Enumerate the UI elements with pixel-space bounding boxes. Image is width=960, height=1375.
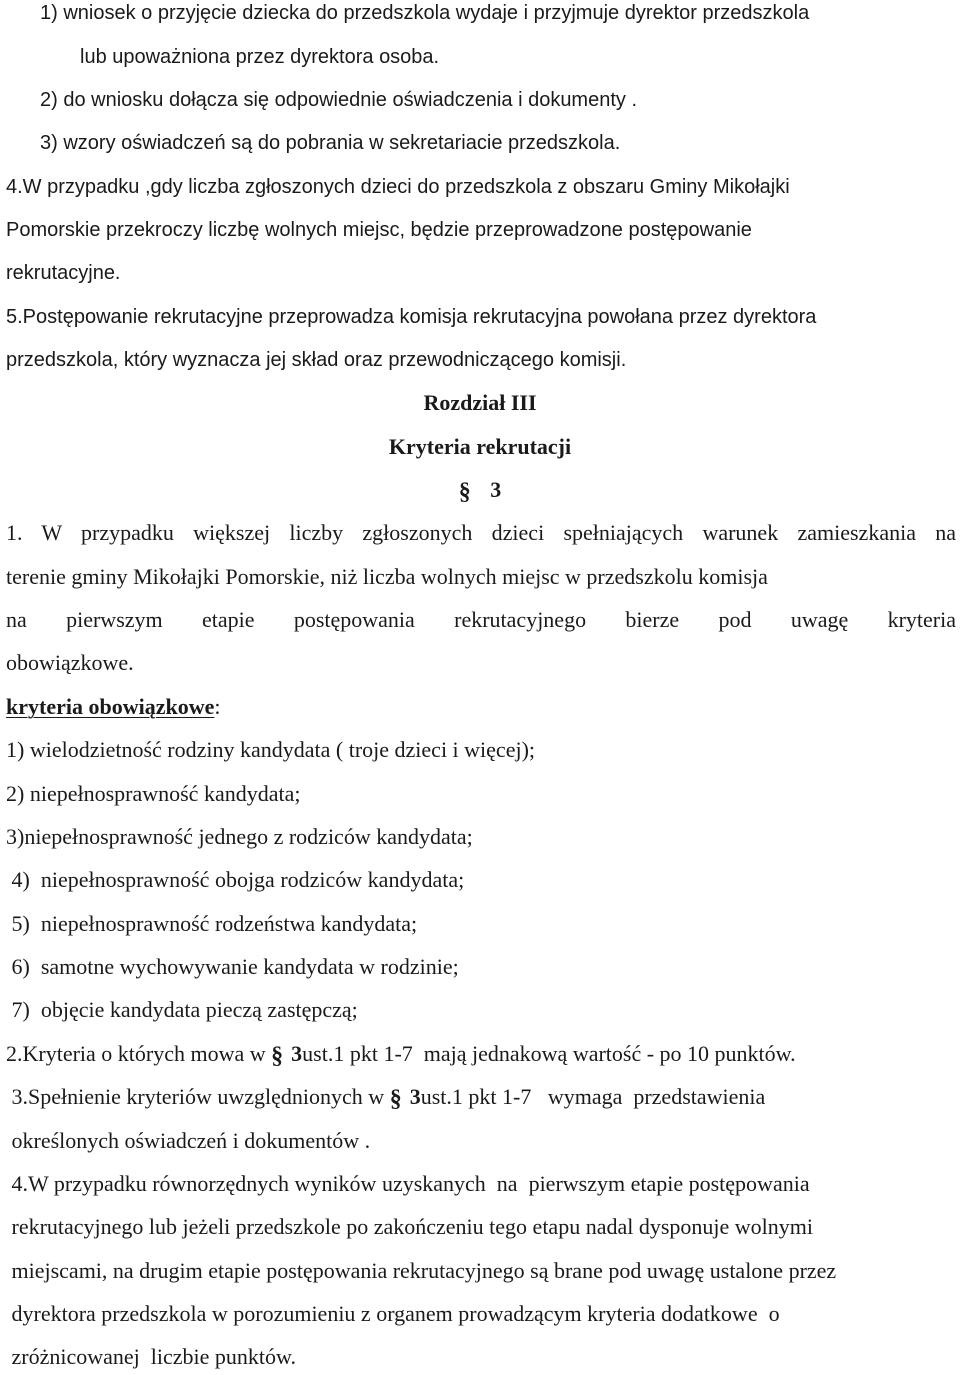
criterion-5: 5) niepełnosprawność rodzeństwa kandydata; bbox=[6, 911, 418, 936]
list-item-3: 3) wzory oświadczeń są do pobrania w sekretariacie przedszkola. bbox=[40, 132, 621, 154]
list-item-1: 1) wniosek o przyjęcie dziecka do przedszkola wydaje i przyjmuje dyrektor przedszkola bbox=[40, 2, 810, 24]
criteria-heading-colon: : bbox=[214, 694, 221, 719]
paragraph-4b-line-4: dyrektora przedszkola w porozumieniu z organem prowadzącym kryteria dodatkowe o bbox=[6, 1301, 780, 1326]
chapter-subtitle: Kryteria rekrutacji bbox=[388, 434, 572, 459]
criterion-2: 2) niepełnosprawność kandydata; bbox=[6, 781, 301, 806]
paragraph-1-line-1: 1. W przypadku większej liczby zgłoszonych dzieci spełniających warunek zamieszkania na bbox=[6, 520, 956, 545]
paragraph-2-ref: 3 bbox=[291, 1041, 303, 1066]
paragraph-3-ref: 3 bbox=[409, 1084, 421, 1109]
list-item-1-continuation: lub upoważniona przez dyrektora osoba. bbox=[80, 46, 440, 68]
paragraph-1-line-3: na pierwszym etapie postępowania rekrutacyjnego bierze pod uwagę kryteria bbox=[6, 607, 956, 632]
paragraph-3-line-2: określonych oświadczeń i dokumentów . bbox=[6, 1128, 371, 1153]
paragraph-number-value: 3 bbox=[490, 477, 502, 502]
paragraph-3-text-a: 3.Spełnienie kryteriów uwzględnionych w bbox=[6, 1084, 390, 1109]
chapter-title: Rozdział III bbox=[423, 390, 537, 415]
paragraph-5-line-2: przedszkola, który wyznacza jej skład oraz przewodniczącego komisji. bbox=[6, 349, 627, 371]
paragraph-1-line-2: terenie gminy Mikołajki Pomorskie, niż liczba wolnych miejsc w przedszkolu komisja bbox=[6, 564, 768, 589]
paragraph-4b-line-3: miejscami, na drugim etapie postępowania rekrutacyjnego są brane pod uwagę ustalone przez bbox=[6, 1258, 837, 1283]
criterion-1: 1) wielodzietność rodziny kandydata ( troje dzieci i więcej); bbox=[6, 737, 536, 762]
criterion-7: 7) objęcie kandydata pieczą zastępczą; bbox=[6, 997, 358, 1022]
paragraph-4-line-2: Pomorskie przekroczy liczbę wolnych miejsc, będzie przeprowadzone postępowanie bbox=[6, 219, 752, 241]
criterion-6: 6) samotne wychowywanie kandydata w rodzinie; bbox=[6, 954, 459, 979]
criterion-3: 3)niepełnosprawność jednego z rodziców kandydata; bbox=[6, 824, 473, 849]
paragraph-number bbox=[0, 477, 960, 503]
paragraph-3-line-1 bbox=[6, 1084, 765, 1110]
paragraph-3-text-c: ust.1 pkt 1-7 wymaga przedstawienia bbox=[420, 1084, 766, 1109]
paragraph-5-line-1: 5.Postępowanie rekrutacyjne przeprowadza komisja rekrutacyjna powołana przez dyrektora bbox=[6, 306, 817, 328]
paragraph-4b-line-5: zróżnicowanej liczbie punktów. bbox=[6, 1344, 296, 1369]
list-item-2: 2) do wniosku dołącza się odpowiednie oświadczenia i dokumenty . bbox=[40, 89, 638, 111]
paragraph-4b-line-1: 4.W przypadku równorzędnych wyników uzyskanych na pierwszym etapie postępowania bbox=[6, 1171, 810, 1196]
paragraph-4b-line-2: rekrutacyjnego lub jeżeli przedszkole po zakończeniu tego etapu nadal dysponuje wolnymi bbox=[6, 1214, 813, 1239]
criteria-heading-text: kryteria obowiązkowe bbox=[6, 694, 215, 719]
section-sign: § bbox=[389, 1086, 402, 1112]
paragraph-1-line-4: obowiązkowe. bbox=[6, 650, 134, 675]
section-sign: § bbox=[271, 1043, 284, 1069]
paragraph-4-line-1: 4.W przypadku ,gdy liczba zgłoszonych dzieci do przedszkola z obszaru Gminy Mikołajki bbox=[6, 176, 790, 198]
paragraph-4-line-3: rekrutacyjne. bbox=[6, 262, 121, 284]
paragraph-2 bbox=[6, 1041, 796, 1067]
criteria-heading bbox=[6, 694, 220, 720]
criterion-4: 4) niepełnosprawność obojga rodziców kandydata; bbox=[6, 867, 465, 892]
paragraph-2-text-c: ust.1 pkt 1-7 mają jednakową wartość - po 10 punktów. bbox=[302, 1041, 796, 1066]
paragraph-2-text-a: 2.Kryteria o których mowa w bbox=[6, 1041, 272, 1066]
section-sign: § bbox=[458, 479, 471, 505]
